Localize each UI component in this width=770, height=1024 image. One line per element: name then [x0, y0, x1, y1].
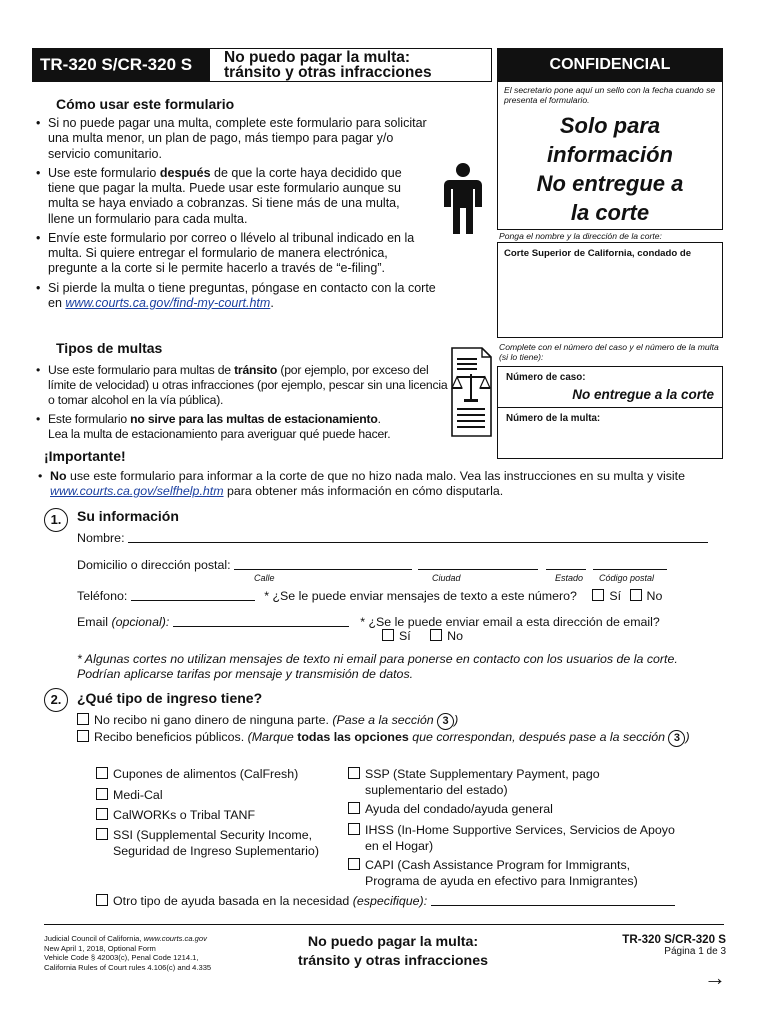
clerk-stamp-box	[497, 82, 723, 230]
income-option-none: No recibo ni gano dinero de ninguna parte. (Pase a la sección 3 )	[77, 713, 458, 730]
capi-checkbox[interactable]	[348, 858, 360, 870]
how-to-bullet-2: • Use este formulario después de que la corte haya decidido que tiene que pagar la multa. Puede usar este formulario aunque su multa se haya enviado a cobranzas. Si tiene más de una multa, llene un formulario para cada multa.	[32, 166, 402, 227]
stamp-text: Solo para información No entregue a la corte	[536, 113, 684, 225]
case-instruction: Complete con el número del caso y el número de la multa (si lo tiene):	[499, 342, 719, 362]
important-heading: ¡Importante!	[44, 448, 126, 464]
sms-no-label: No	[646, 589, 663, 603]
city-caption: Ciudad	[432, 573, 461, 583]
street-field[interactable]	[234, 557, 412, 570]
footer-form-id: TR-320 S/CR-320 S	[622, 933, 726, 946]
other-aid-checkbox[interactable]	[96, 894, 108, 906]
how-to-heading: Cómo usar este formulario	[56, 96, 235, 112]
footer-title: No puedo pagar la multa: tránsito y otras infracciones	[297, 934, 488, 969]
sms-yes-label: Sí	[609, 589, 622, 603]
medical-checkbox[interactable]	[96, 788, 108, 800]
next-page-arrow[interactable]: →	[704, 965, 726, 990]
name-label: Nombre:	[77, 531, 125, 545]
email-label: Email	[77, 615, 108, 629]
case-number-box[interactable]	[497, 366, 723, 408]
form-id: TR-320 S/CR-320 S	[40, 55, 193, 74]
name-field[interactable]	[128, 530, 708, 543]
benefit-ihss: IHSS (In-Home Supportive Services, Servicios de Apoyo en el Hogar)	[348, 823, 688, 854]
benefit-other: Otro tipo de ayuda basada en la necesidad (especifique):	[96, 894, 726, 909]
email-yes-label: Sí	[399, 629, 411, 643]
court-instruction: Ponga el nombre y la dirección de la corte:	[499, 231, 662, 241]
how-to-bullet-3: • Envíe este formulario por correo o llévelo al tribunal indicado en la multa. Si quiere entregar el formulario de manera electrónica, pregunte a la corte si le permite hacerlo a través de “e-filing”.	[32, 231, 437, 277]
street-caption: Calle	[254, 573, 275, 583]
name-row	[77, 530, 727, 546]
email-no-checkbox[interactable]	[430, 629, 442, 641]
state-field[interactable]	[546, 557, 586, 570]
how-to-section	[32, 96, 442, 315]
case-number-label: Número de caso:	[506, 372, 586, 383]
email-yes-checkbox[interactable]	[382, 629, 394, 641]
calfresh-checkbox[interactable]	[96, 767, 108, 779]
email-optional: (opcional):	[111, 615, 170, 629]
benefit-ssi: SSI (Supplemental Security Income, Seguridad de Ingreso Suplementario)	[96, 828, 341, 859]
court-box[interactable]	[497, 242, 723, 338]
benefit-calfresh: Cupones de alimentos (CalFresh)	[96, 767, 298, 782]
sms-yes-checkbox[interactable]	[592, 589, 604, 601]
calworks-checkbox[interactable]	[96, 808, 108, 820]
section-3-ref-2: 3	[668, 730, 685, 747]
state-caption: Estado	[555, 573, 584, 583]
benefit-calworks: CalWORKs o Tribal TANF	[96, 808, 255, 823]
other-aid-field[interactable]	[431, 894, 675, 906]
form-id-box	[32, 48, 210, 82]
legal-document-icon	[449, 346, 493, 438]
case-number-value: No entregue a la corte	[572, 386, 714, 402]
section-1	[44, 506, 724, 530]
important-section	[44, 448, 729, 503]
court-value: Corte Superior de California, condado de	[504, 248, 692, 259]
selfhelp-link[interactable]: www.courts.ca.gov/selfhelp.htm	[50, 484, 224, 499]
types-heading: Tipos de multas	[56, 340, 163, 356]
address-label: Domicilio o dirección postal:	[77, 558, 231, 572]
clerk-note: El secretario pone aquí un sello con la fecha cuando se presenta el formulario.	[504, 85, 716, 105]
benefit-ssp: SSP (State Supplementary Payment, pago suplementario del estado)	[348, 767, 648, 798]
types-bullet-2: • Este formulario no sirve para las multas de estacionamiento. Lea la multa de estacionamiento para averiguar qué puede hacer.	[32, 412, 472, 442]
email-row	[77, 614, 727, 630]
types-bullet-1: • Use este formulario para multas de tránsito (por ejemplo, por exceso del límite de velocidad) u otras infracciones (por ejemplo, pescar sin una licencia o tomar alcohol en la vía pública).	[32, 363, 452, 408]
page-number: Página 1 de 3	[664, 946, 726, 957]
sms-question: * ¿Se le puede enviar mensajes de texto a este número?	[264, 589, 577, 603]
form-title-box	[210, 48, 492, 82]
address-row	[77, 557, 727, 573]
section-1-title: Su información	[77, 508, 179, 524]
confidential-label: CONFIDENCIAL	[549, 56, 671, 73]
phone-field[interactable]	[131, 588, 255, 601]
how-to-bullet-4: • Si pierde la multa o tiene preguntas, póngase en contacto con la corte en www.courts.ca.gov/find-my-court.htm.	[32, 281, 437, 312]
ihss-checkbox[interactable]	[348, 823, 360, 835]
section-2-number: 2.	[44, 688, 68, 712]
zip-field[interactable]	[593, 557, 667, 570]
how-to-bullet-1: • Si no puede pagar una multa, complete este formulario para solicitar una multa menor, un plan de pago, más tiempo para pagar y/o servicio comunitario.	[32, 116, 437, 162]
income-option-benefits: Recibo beneficios públicos. (Marque todas las opciones que correspondan, después pase a la sección 3 )	[77, 730, 727, 747]
public-benefits-checkbox[interactable]	[77, 730, 89, 742]
benefit-capi: CAPI (Cash Assistance Program for Immigrants, Programa de ayuda en efectivo para Inmigrantes)	[348, 858, 678, 889]
email-question: * ¿Se le puede enviar email a esta dirección de email?	[360, 615, 660, 629]
phone-label: Teléfono:	[77, 589, 128, 603]
confidential-bar	[497, 48, 723, 82]
section-2-header	[44, 688, 724, 712]
benefit-county: Ayuda del condado/ayuda general	[348, 802, 553, 817]
email-no-label: No	[447, 629, 464, 643]
footer-rule	[44, 924, 724, 925]
ssp-checkbox[interactable]	[348, 767, 360, 779]
footer-citation: Judicial Council of California, www.courts.ca.gov New April 1, 2018, Optional Form Vehicle Code § 42003(c), Penal Code 1214.1, California Rules of Court rules 4.106(c) and 4.335	[44, 934, 212, 972]
footer-form-info	[560, 933, 726, 992]
email-options	[382, 629, 463, 644]
section-1-header	[44, 506, 724, 530]
sms-no-checkbox[interactable]	[630, 589, 642, 601]
ticket-number-label: Número de la multa:	[506, 413, 601, 424]
phone-row	[77, 588, 727, 604]
section-3-ref: 3	[437, 713, 454, 730]
city-field[interactable]	[418, 557, 538, 570]
form-title-line1: No puedo pagar la multa:	[224, 49, 411, 66]
form-title-line2: tránsito y otras infracciones	[224, 64, 432, 81]
county-aid-checkbox[interactable]	[348, 802, 360, 814]
no-income-checkbox[interactable]	[77, 713, 89, 725]
types-section	[32, 340, 477, 445]
section-1-number: 1.	[44, 508, 68, 532]
find-my-court-link[interactable]: www.courts.ca.gov/find-my-court.htm	[65, 295, 271, 310]
contact-note: * Algunas cortes no utilizan mensajes de texto ni email para ponerse en contacto con los usuarios de la corte. Podrían aplicarse tarifas por mensaje y transmisión de datos.	[77, 652, 678, 681]
ssi-checkbox[interactable]	[96, 828, 108, 840]
person-icon	[440, 162, 486, 234]
section-2-title: ¿Qué tipo de ingreso tiene?	[77, 690, 263, 706]
email-field[interactable]	[173, 614, 349, 627]
benefit-medical: Medi-Cal	[96, 788, 163, 803]
important-bullet: • No use este formulario para informar a la corte de que no hizo nada malo. Vea las instrucciones en su multa y visite www.courts.ca.gov/selfhelp.htm para obtener más información en cómo disputarla.	[34, 469, 729, 499]
zip-caption: Código postal	[599, 573, 655, 583]
